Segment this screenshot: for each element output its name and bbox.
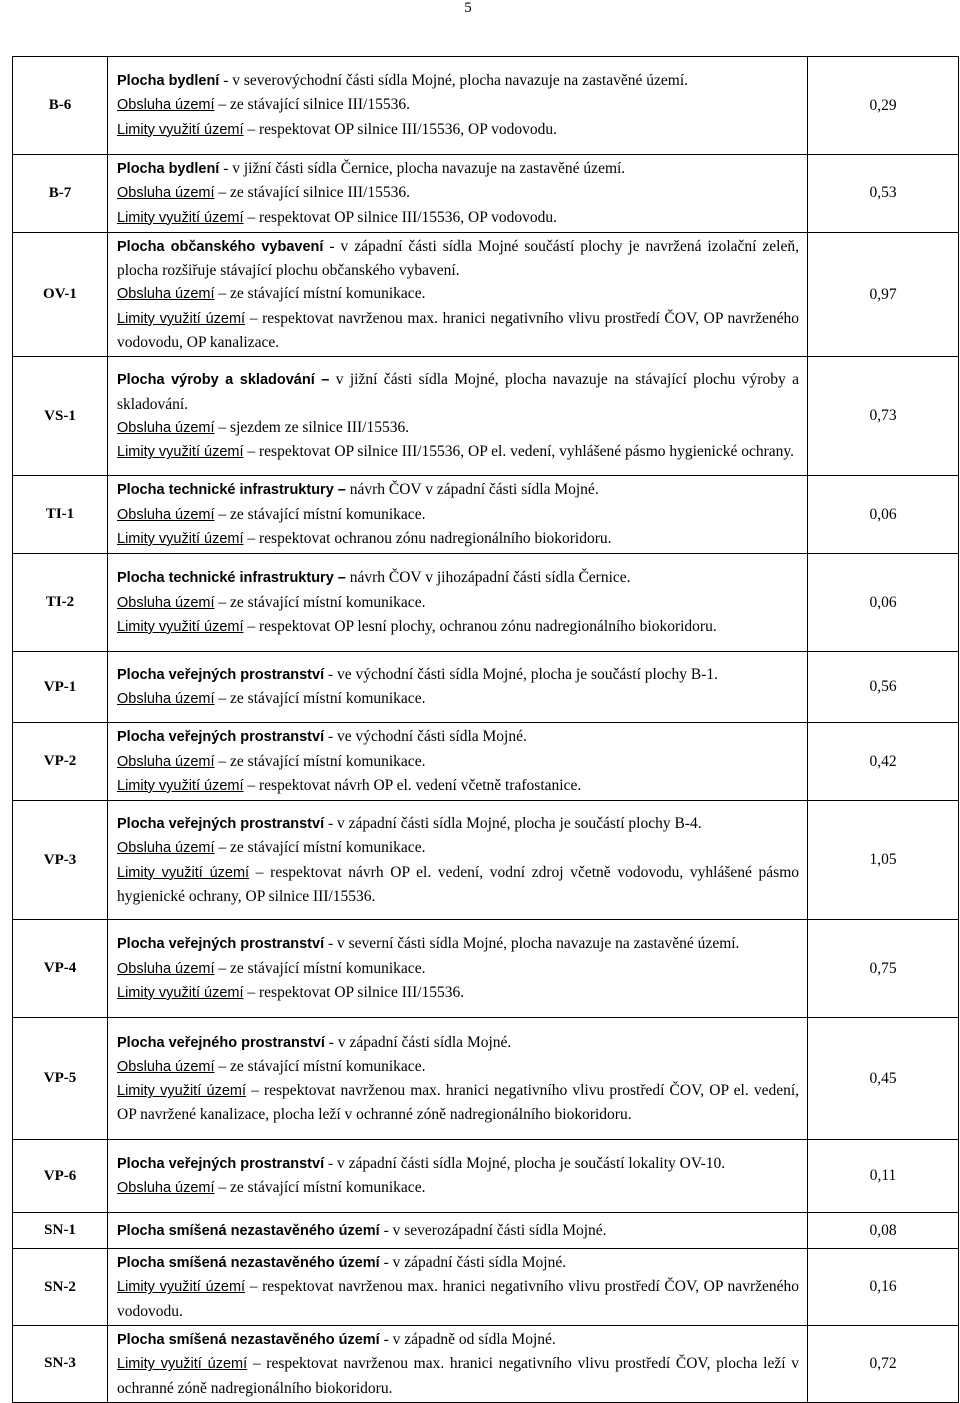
description-paragraph	[117, 181, 799, 205]
plot-description	[108, 1249, 808, 1326]
table-row	[13, 1018, 959, 1140]
plot-code: TI-1	[13, 476, 108, 554]
plot-code: VP-4	[13, 920, 108, 1018]
section-label: Obsluha území	[117, 960, 215, 977]
plots-table	[12, 56, 959, 1403]
plot-type-label: Plocha občanského vybavení	[117, 238, 324, 255]
section-label: Limity využití území	[117, 444, 244, 461]
description-text: - v západní části sídla Mojné součástí plochy je navržená izolační zeleň, plocha rozšiřuje stávající plochu občanského vybavení.	[117, 237, 799, 280]
page-number: 5	[464, 0, 472, 16]
plot-code: VP-2	[13, 723, 108, 801]
section-label: Limity využití území	[117, 1356, 248, 1373]
description-paragraph	[117, 725, 799, 749]
plot-type-label: Plocha veřejných prostranství	[117, 816, 325, 833]
section-label: Obsluha území	[117, 594, 215, 611]
section-label: Limity využití území	[117, 1083, 246, 1100]
description-text: - v jižní části sídla Černice, plocha navazuje na zastavěné území.	[219, 160, 626, 177]
description-paragraph	[117, 687, 799, 711]
plot-type-label: Plocha veřejných prostranství	[117, 936, 325, 953]
description-text: – ze stávající místní komunikace.	[214, 1057, 426, 1075]
plot-area: 0,97	[808, 232, 959, 356]
plot-type-label: Plocha veřejných prostranství	[117, 1155, 325, 1172]
plot-area: 0,06	[808, 476, 959, 554]
plot-area: 0,56	[808, 652, 959, 723]
plot-description	[108, 554, 808, 652]
description-text: - v západní části sídla Mojné.	[324, 1033, 512, 1051]
section-label: Obsluha území	[117, 185, 215, 202]
description-text: - v západní části sídla Mojné, plocha je součástí plochy B-4.	[324, 815, 702, 833]
description-text: návrh ČOV v jihozápadní části sídla Černice.	[345, 569, 631, 587]
description-text: – ze stávající silnice III/15536.	[214, 184, 410, 202]
description-text: – ze stávající místní komunikace.	[214, 839, 426, 857]
description-text: – ze stávající místní komunikace.	[214, 690, 426, 708]
plot-area: 1,05	[808, 801, 959, 920]
section-label: Limity využití území	[117, 121, 244, 138]
description-paragraph	[117, 615, 799, 639]
plot-description	[108, 57, 808, 155]
description-text: - v severní části sídla Mojné, plocha navazuje na zastavěné území.	[324, 935, 740, 953]
description-text: – respektovat OP silnice III/15536, OP vodovodu.	[243, 208, 558, 226]
section-label: Limity využití území	[117, 209, 244, 226]
description-text: – respektovat OP silnice III/15536, OP vodovodu.	[243, 120, 558, 138]
table-row	[13, 232, 959, 356]
description-paragraph	[117, 1328, 799, 1352]
section-label: Obsluha území	[117, 97, 215, 114]
plot-area: 0,73	[808, 357, 959, 476]
plot-type-label: Plocha bydlení	[117, 161, 220, 177]
plot-code: VP-1	[13, 652, 108, 723]
description-paragraph	[117, 69, 799, 93]
table-row	[13, 357, 959, 476]
plot-description	[108, 801, 808, 920]
table-row	[13, 1213, 959, 1249]
table-row	[13, 57, 959, 155]
description-paragraph	[117, 663, 799, 687]
description-paragraph	[117, 440, 799, 464]
description-text: – respektovat ochranou zónu nadregionálního biokoridoru.	[243, 529, 612, 547]
plot-area: 0,11	[808, 1140, 959, 1213]
plot-area: 0,72	[808, 1326, 959, 1403]
section-label: Obsluha území	[117, 753, 215, 770]
plot-type-label: Plocha veřejných prostranství	[117, 666, 325, 683]
plot-description	[108, 1213, 808, 1249]
description-paragraph	[117, 750, 799, 774]
plot-description	[108, 920, 808, 1018]
plot-code: TI-2	[13, 554, 108, 652]
plot-code: B-7	[13, 155, 108, 233]
table-row	[13, 652, 959, 723]
description-text: – respektovat OP lesní plochy, ochranou zónu nadregionálního biokoridoru.	[243, 617, 717, 635]
description-paragraph	[117, 416, 799, 440]
table-row	[13, 554, 959, 652]
plot-type-label: Plocha smíšená nezastavěného území	[117, 1222, 380, 1239]
description-text: - v severovýchodní části sídla Mojné, plocha navazuje na zastavěné území.	[219, 72, 689, 90]
section-label: Obsluha území	[117, 840, 215, 857]
plot-type-label: Plocha veřejných prostranství	[117, 729, 325, 746]
plot-area: 0,16	[808, 1249, 959, 1326]
plot-area: 0,06	[808, 554, 959, 652]
description-text: – respektovat OP silnice III/15536.	[243, 983, 465, 1001]
description-text: – ze stávající místní komunikace.	[214, 285, 426, 303]
section-label: Obsluha území	[117, 506, 215, 523]
plot-description	[108, 652, 808, 723]
description-paragraph	[117, 957, 799, 981]
table-row	[13, 920, 959, 1018]
section-label: Obsluha území	[117, 1180, 215, 1197]
plot-description	[108, 357, 808, 476]
description-paragraph	[117, 981, 799, 1005]
description-text: – sjezdem ze silnice III/15536.	[214, 418, 410, 436]
description-paragraph	[117, 1352, 799, 1400]
description-paragraph	[117, 932, 799, 956]
plot-code: VP-3	[13, 801, 108, 920]
description-paragraph	[117, 1031, 799, 1055]
section-label: Limity využití území	[117, 530, 244, 547]
section-label: Obsluha území	[117, 691, 215, 708]
description-paragraph	[117, 1176, 799, 1200]
section-label: Limity využití území	[117, 618, 244, 635]
description-text: – ze stávající místní komunikace.	[214, 959, 426, 977]
description-text: – respektovat navrženou max. hranici negativního vlivu prostředí ČOV, plocha leží v ochranné zóně nadregionálního biokoridoru.	[117, 1355, 799, 1397]
plot-type-label: Plocha smíšená nezastavěného území	[117, 1255, 380, 1272]
plot-code: VP-6	[13, 1140, 108, 1213]
description-paragraph	[117, 836, 799, 860]
plot-type-label: Plocha technické infrastruktury –	[117, 570, 346, 587]
table-row	[13, 723, 959, 801]
plots-table-body	[13, 57, 959, 1403]
description-text: – ze stávající silnice III/15536.	[214, 96, 410, 114]
plot-area: 0,08	[808, 1213, 959, 1249]
plot-area: 0,29	[808, 57, 959, 155]
plot-description	[108, 1326, 808, 1403]
description-text: – ze stávající místní komunikace.	[214, 593, 426, 611]
section-label: Limity využití území	[117, 310, 246, 327]
plot-code: SN-2	[13, 1249, 108, 1326]
description-paragraph	[117, 591, 799, 615]
description-text: – respektovat navrženou max. hranici negativního vlivu prostředí ČOV, OP navrženého vodovodu.	[117, 1278, 799, 1320]
description-paragraph	[117, 1079, 799, 1127]
plot-code: VP-5	[13, 1018, 108, 1140]
description-paragraph	[117, 118, 799, 142]
description-text: – respektovat návrh OP el. vedení včetně trafostanice.	[243, 776, 582, 794]
plot-description	[108, 1018, 808, 1140]
section-label: Limity využití území	[117, 1279, 246, 1296]
table-row	[13, 1140, 959, 1213]
section-label: Limity využití území	[117, 984, 244, 1001]
table-row	[13, 1249, 959, 1326]
table-row	[13, 1326, 959, 1403]
description-paragraph	[117, 157, 799, 181]
description-text: – ze stávající místní komunikace.	[214, 752, 426, 770]
description-paragraph	[117, 774, 799, 798]
plot-area: 0,75	[808, 920, 959, 1018]
section-label: Limity využití území	[117, 864, 250, 881]
description-text: – ze stávající místní komunikace.	[214, 1179, 426, 1197]
table-row	[13, 155, 959, 233]
plot-code: SN-1	[13, 1213, 108, 1249]
plot-description	[108, 1140, 808, 1213]
description-paragraph	[117, 478, 799, 502]
description-paragraph	[117, 206, 799, 230]
plot-area: 0,53	[808, 155, 959, 233]
description-paragraph	[117, 307, 799, 355]
description-text: - v západní části sídla Mojné.	[379, 1254, 567, 1272]
plot-description	[108, 155, 808, 233]
section-label: Limity využití území	[117, 777, 244, 794]
description-paragraph	[117, 93, 799, 117]
description-paragraph	[117, 1275, 799, 1323]
plot-code: B-6	[13, 57, 108, 155]
description-text: v jižní části sídla Mojné, plocha navazuje na stávající plochu výroby a skladování.	[117, 371, 799, 413]
plot-code: VS-1	[13, 357, 108, 476]
description-text: – respektovat navrženou max. hranici negativního vlivu prostředí ČOV, OP el. vedení, OP navržené kanalizace, plocha leží v ochranné zóně nadregionálního biokoridoru.	[117, 1082, 800, 1124]
description-text: – respektovat návrh OP el. vedení, vodní zdroj včetně vodovodu, vyhlášené pásmo hygienické ochrany, OP silnice III/15536.	[117, 863, 799, 905]
section-label: Obsluha území	[117, 286, 215, 303]
description-paragraph	[117, 282, 799, 306]
description-paragraph	[117, 1055, 799, 1079]
plot-type-label: Plocha výroby a skladování –	[117, 372, 330, 389]
plot-area: 0,45	[808, 1018, 959, 1140]
description-text: - v západně od sídla Mojné.	[379, 1331, 556, 1349]
description-paragraph	[117, 566, 799, 590]
section-label: Obsluha území	[117, 419, 215, 436]
description-text: - v severozápadní části sídla Mojné.	[379, 1221, 607, 1239]
plot-code: SN-3	[13, 1326, 108, 1403]
plot-type-label: Plocha veřejného prostranství	[117, 1034, 325, 1051]
plot-description	[108, 232, 808, 356]
description-text: - ve východní části sídla Mojné.	[324, 728, 527, 746]
plot-description	[108, 723, 808, 801]
description-text: – respektovat OP silnice III/15536, OP el. vedení, vyhlášené pásmo hygienické ochrany.	[243, 443, 795, 461]
plot-description	[108, 476, 808, 554]
description-paragraph	[117, 368, 799, 416]
description-paragraph	[117, 812, 799, 836]
plot-area: 0,42	[808, 723, 959, 801]
description-paragraph	[117, 235, 799, 283]
description-paragraph	[117, 527, 799, 551]
plot-type-label: Plocha bydlení	[117, 73, 220, 90]
description-text: - v západní části sídla Mojné, plocha je součástí lokality OV-10.	[324, 1154, 726, 1172]
description-text: – respektovat navrženou max. hranici negativního vlivu prostředí ČOV, OP navrženého vodovodu, OP kanalizace.	[117, 309, 799, 352]
section-label: Obsluha území	[117, 1058, 215, 1075]
description-paragraph	[117, 1251, 799, 1275]
description-text: - ve východní části sídla Mojné, plocha je součástí plochy B-1.	[324, 665, 718, 683]
table-row	[13, 476, 959, 554]
plot-code: OV-1	[13, 232, 108, 356]
description-paragraph	[117, 861, 799, 909]
description-text: – ze stávající místní komunikace.	[214, 505, 426, 523]
description-paragraph	[117, 1219, 799, 1243]
table-row	[13, 801, 959, 920]
description-paragraph	[117, 503, 799, 527]
description-text: návrh ČOV v západní části sídla Mojné.	[345, 481, 599, 499]
plot-type-label: Plocha smíšená nezastavěného území	[117, 1332, 380, 1349]
plot-type-label: Plocha technické infrastruktury –	[117, 482, 346, 499]
description-paragraph	[117, 1152, 799, 1176]
